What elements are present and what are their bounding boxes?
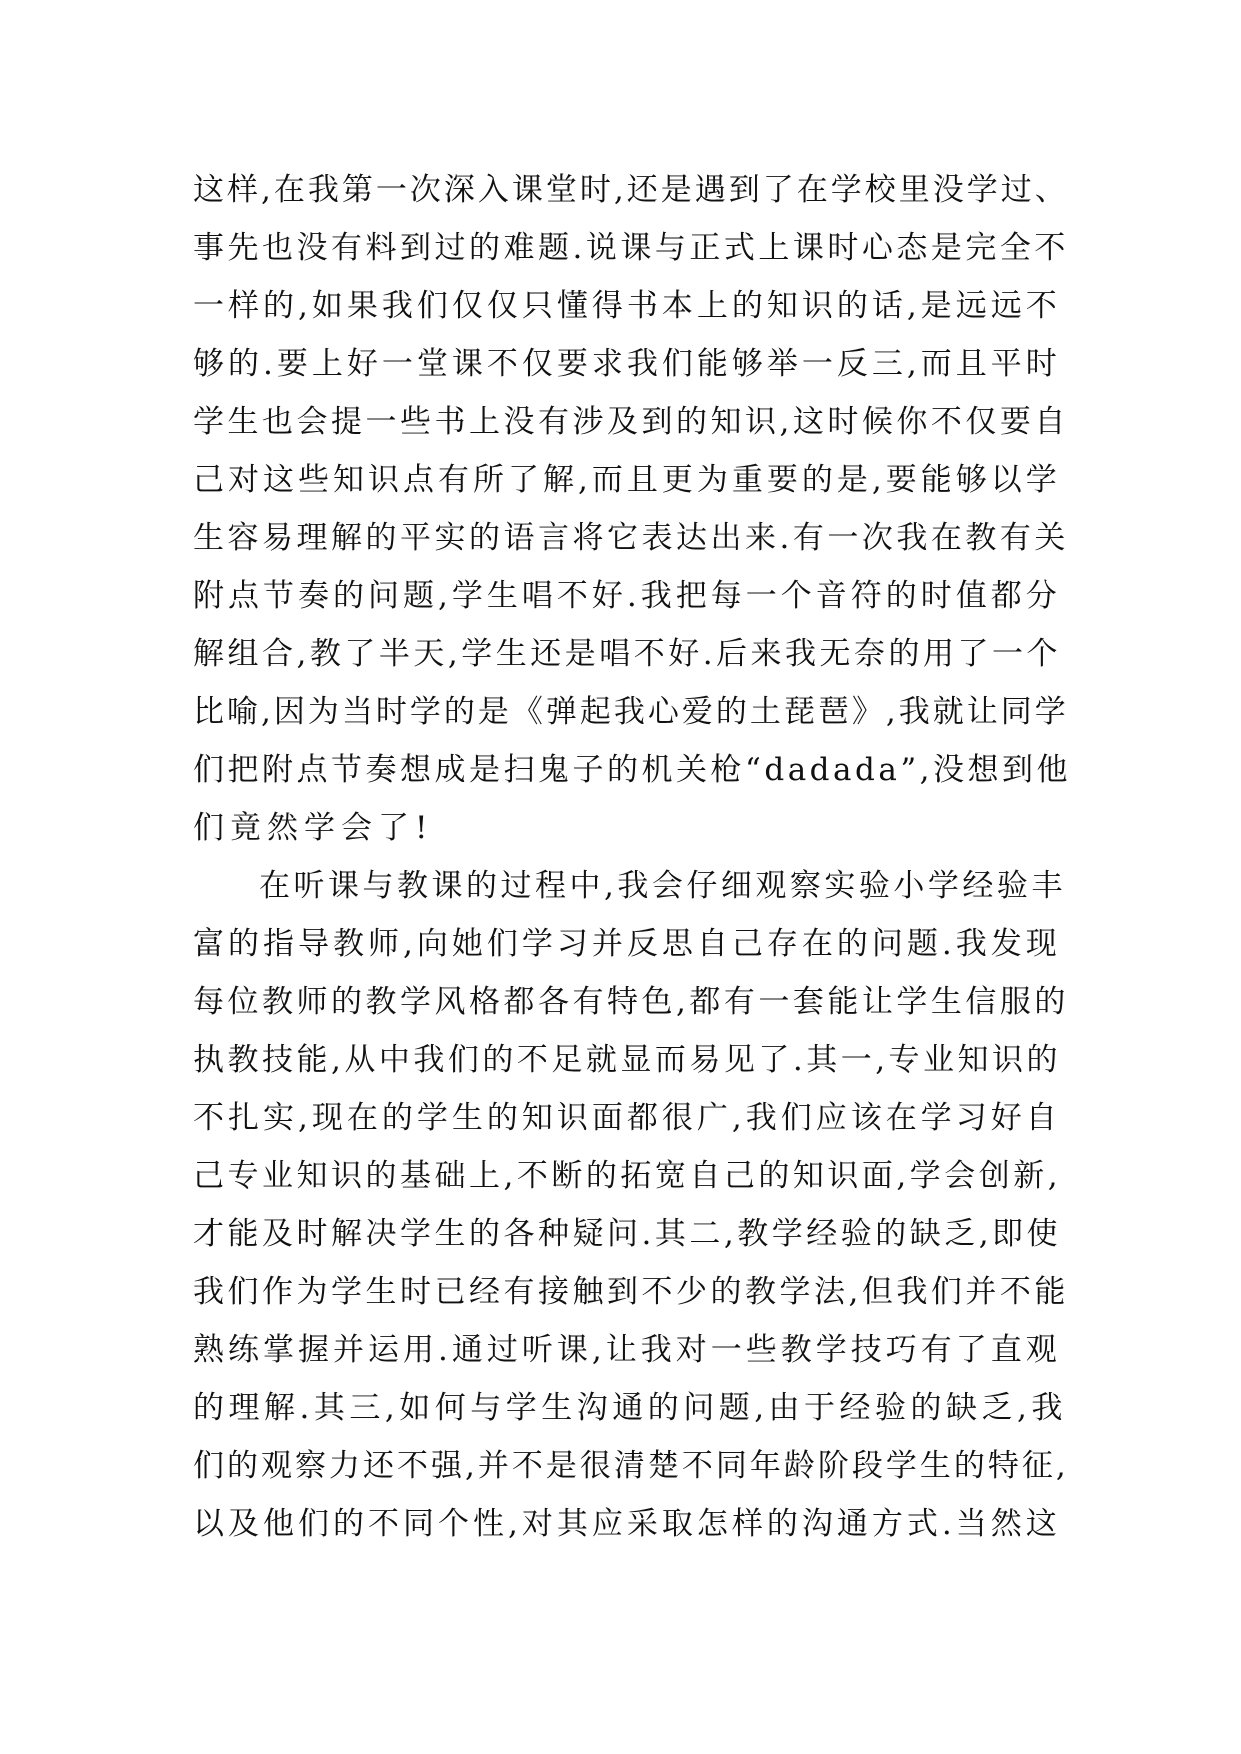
body-line: 富的指导教师,向她们学习并反思自己存在的问题.我发现 (193, 926, 1061, 962)
body-line: 熟练掌握并运用.通过听课,让我对一些教学技巧有了直观 (193, 1332, 1061, 1368)
body-line: 事先也没有料到过的难题.说课与正式上课时心态是完全不 (193, 230, 1069, 266)
body-line: 的理解.其三,如何与学生沟通的问题,由于经验的缺乏,我 (193, 1390, 1067, 1426)
body-line: 解组合,教了半天,学生还是唱不好.后来我无奈的用了一个 (193, 636, 1062, 672)
body-line: 己专业知识的基础上,不断的拓宽自己的知识面,学会创新, (193, 1158, 1062, 1194)
body-line: 们的观察力还不强,并不是很清楚不同年龄阶段学生的特征, (193, 1448, 1069, 1484)
body-line: 以及他们的不同个性,对其应采取怎样的沟通方式.当然这 (193, 1506, 1061, 1542)
body-line: 们竟然学会了! (193, 810, 434, 846)
body-line: 才能及时解决学生的各种疑问.其二,教学经验的缺乏,即使 (193, 1216, 1062, 1252)
body-line: 够的.要上好一堂课不仅要求我们能够举一反三,而且平时 (193, 346, 1061, 382)
body-line: 一样的,如果我们仅仅只懂得书本上的知识的话,是远远不 (193, 288, 1061, 324)
body-line: 学生也会提一些书上没有涉及到的知识,这时候你不仅要自 (193, 404, 1069, 440)
body-line: 己对这些知识点有所了解,而且更为重要的是,要能够以学 (193, 462, 1061, 498)
body-line: 执教技能,从中我们的不足就显而易见了.其一,专业知识的 (193, 1042, 1062, 1078)
body-line: 比喻,因为当时学的是《弹起我心爱的土琵琶》,我就让同学 (193, 694, 1069, 730)
body-line: 每位教师的教学风格都各有特色,都有一套能让学生信服的 (193, 984, 1069, 1020)
body-line: 们把附点节奏想成是扫鬼子的机关枪“dadada”,没想到他 (193, 752, 1072, 788)
body-line: 不扎实,现在的学生的知识面都很广,我们应该在学习好自 (193, 1100, 1061, 1136)
body-line: 附点节奏的问题,学生唱不好.我把每一个音符的时值都分 (193, 578, 1061, 614)
document-body (193, 161, 1073, 1553)
body-line-indented: 在听课与教课的过程中,我会仔细观察实验小学经验丰 (259, 868, 1066, 904)
body-line: 生容易理解的平实的语言将它表达出来.有一次我在教有关 (193, 520, 1069, 556)
body-line: 这样,在我第一次深入课堂时,还是遇到了在学校里没学过、 (193, 172, 1069, 208)
body-line: 我们作为学生时已经有接触到不少的教学法,但我们并不能 (193, 1274, 1069, 1310)
